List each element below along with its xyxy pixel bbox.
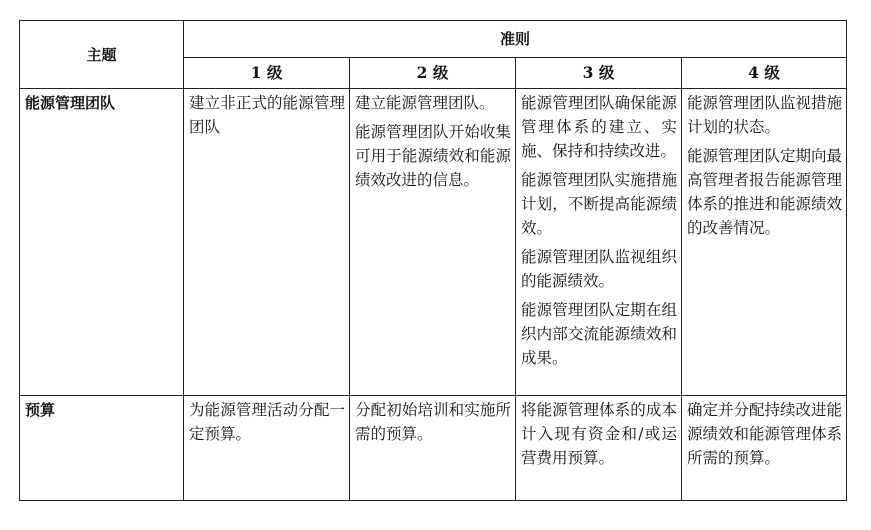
cell-paragraph: 建立非正式的能源管理团队	[189, 94, 345, 136]
criteria-header: 准则	[184, 21, 847, 58]
table-cell	[350, 396, 516, 501]
cell-paragraph: 能源管理团队定期向最高管理者报告能源管理体系的推进和能源绩效的改善情况。	[687, 147, 843, 237]
cell-paragraph: 能源管理团队开始收集可用于能源绩效和能源绩效改进的信息。	[355, 123, 511, 189]
cell-paragraph: 能源管理团队定期在组织内部交流能源绩效和成果。	[521, 301, 677, 367]
table-cell	[184, 89, 350, 396]
table-header-row	[20, 21, 847, 58]
table-row	[20, 396, 847, 501]
cell-paragraph: 分配初始培训和实施所需的预算。	[355, 401, 511, 443]
topic-header: 主题	[20, 21, 184, 89]
cell-paragraph: 能源管理团队确保能源管理体系的建立、实施、保持和持续改进。	[521, 94, 677, 160]
level-header: 4 级	[682, 58, 847, 89]
table-cell	[682, 89, 847, 396]
cell-paragraph: 为能源管理活动分配一定预算。	[189, 401, 345, 443]
table-cell	[184, 396, 350, 501]
row-topic: 预算	[20, 396, 184, 501]
cell-paragraph: 将能源管理体系的成本计入现有资金和/或运营费用预算。	[521, 401, 677, 467]
cell-paragraph: 建立能源管理团队。	[355, 94, 495, 112]
row-topic: 能源管理团队	[20, 89, 184, 396]
table-cell	[516, 89, 682, 396]
level-header: 1 级	[184, 58, 350, 89]
cell-paragraph: 能源管理团队实施措施计划，不断提高能源绩效。	[521, 171, 677, 237]
table-cell	[682, 396, 847, 501]
criteria-table	[19, 20, 847, 501]
table-row	[20, 89, 847, 396]
table-cell	[350, 89, 516, 396]
cell-paragraph: 能源管理团队监视组织的能源绩效。	[521, 248, 677, 290]
level-header: 3 级	[516, 58, 682, 89]
level-header: 2 级	[350, 58, 516, 89]
cell-paragraph: 能源管理团队监视措施计划的状态。	[687, 94, 843, 136]
cell-paragraph: 确定并分配持续改进能源绩效和能源管理体系所需的预算。	[687, 401, 843, 467]
table-cell	[516, 396, 682, 501]
